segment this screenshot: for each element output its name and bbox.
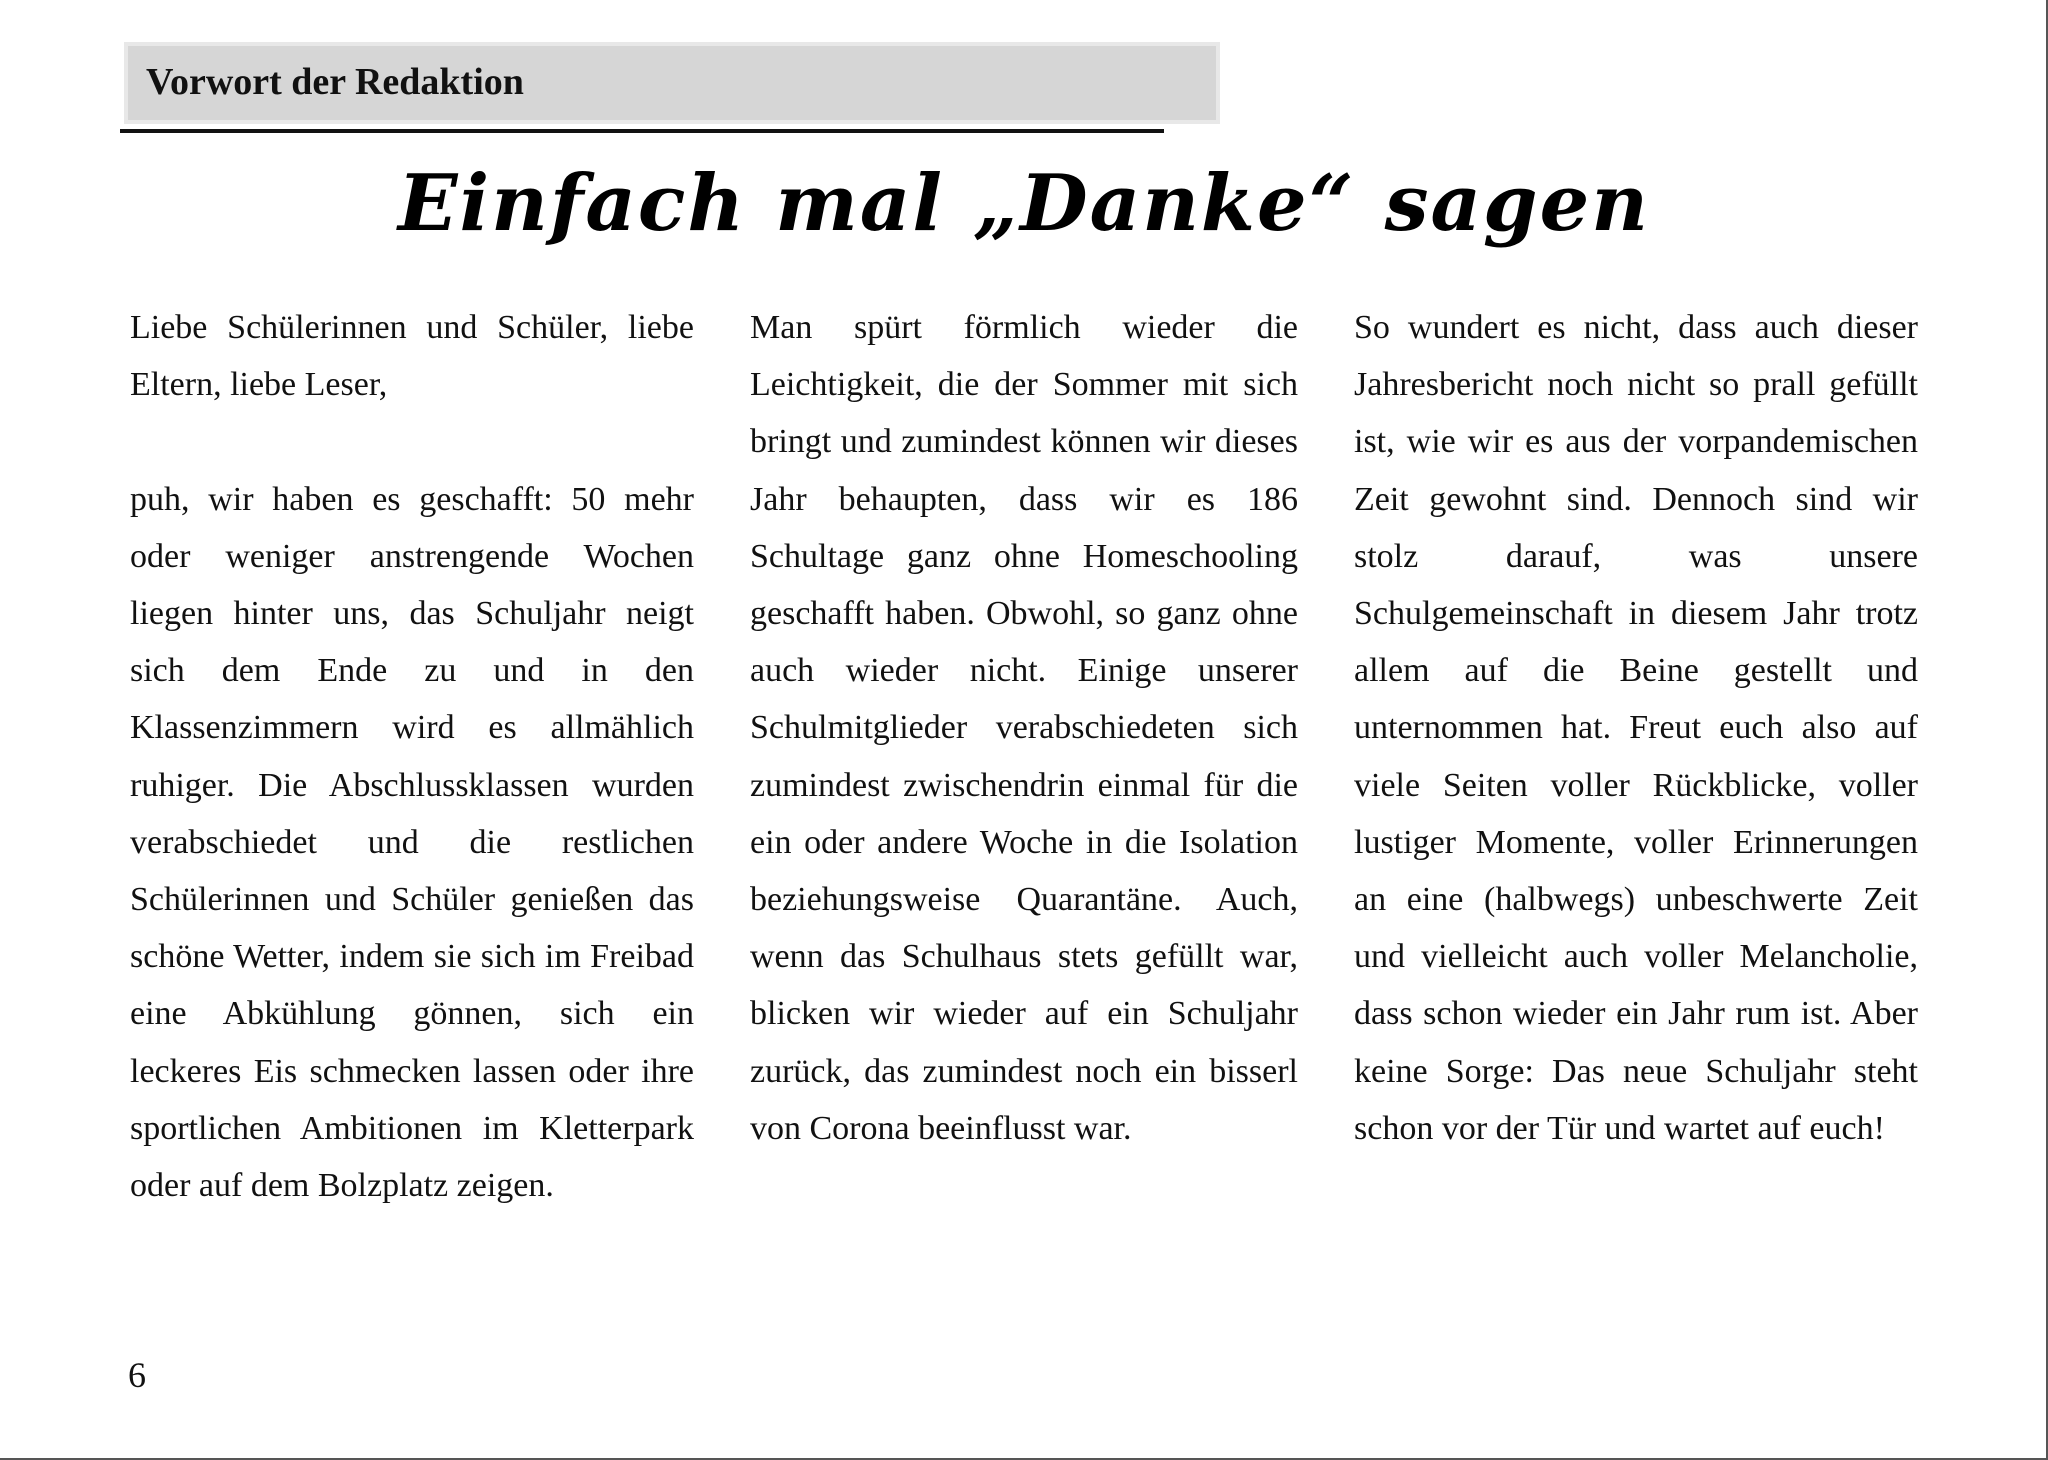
greeting-paragraph: Liebe Schülerinnen und Schüler, liebe Eltern, liebe Leser, <box>130 309 694 404</box>
body-paragraph-3: So wundert es nicht, dass auch dieser Jahresbericht noch nicht so prall gefüllt ist, wie wir es aus der vorpandemischen Zeit gewohnt sind. Dennoch sind wir stolz darauf, was unsere Schulgemeinschaft in diesem Jahr trotz allem auf die Beine gestellt und unternommen hat. Freut euch also auf viele Seiten voller Rückblicke, voller lustiger Momente, voller Erinnerungen an eine (halbwegs) unbeschwerte Zeit und vielleicht auch voller Melancholie, dass schon wieder ein Jahr rum ist. Aber keine Sorge: Das neue Schuljahr steht schon vor der Tür und wartet auf euch! <box>1354 309 1918 1147</box>
text-column-1 <box>130 299 694 1214</box>
article-headline: Einfach mal „Danke“ sagen <box>398 158 1650 249</box>
body-paragraph-1: puh, wir haben es geschafft: 50 mehr oder weniger anstrengende Wochen liegen hinter uns, das Schuljahr neigt sich dem Ende zu und in den Klassenzimmern wird es allmählich ruhiger. Die Abschlussklassen wurden verabschiedet und die restlichen Schülerinnen und Schüler genießen das schöne Wetter, indem sie sich im Freibad eine Abkühlung gönnen, sich ein leckeres Eis schmecken lassen oder ihre sportlichen Ambitionen im Kletterpark oder auf dem Bolzplatz zeigen. <box>130 480 694 1205</box>
page-number: 6 <box>128 1355 146 1395</box>
header-divider <box>120 129 1164 133</box>
body-paragraph-2: Man spürt förmlich wieder die Leichtigkeit, die der Sommer mit sich bringt und zumindest können wir dieses Jahr behaupten, dass wir es 186 Schultage ganz ohne Homeschooling geschafft haben. Obwohl, so ganz ohne auch wieder nicht. Einige unserer Schulmitglieder verabschiedeten sich zumindest zwischendrin einmal für die ein oder andere Woche in die Isolation beziehungsweise Quarantäne. Auch, wenn das Schulhaus stets gefüllt war, blicken wir wieder auf ein Schuljahr zurück, das zumindest noch ein bisserl von Corona beeinflusst war. <box>750 309 1298 1147</box>
text-column-3 <box>1354 299 1918 1157</box>
text-column-2 <box>750 299 1298 1157</box>
section-header-title: Vorwort der Redaktion <box>146 61 524 103</box>
section-header <box>124 42 1220 124</box>
